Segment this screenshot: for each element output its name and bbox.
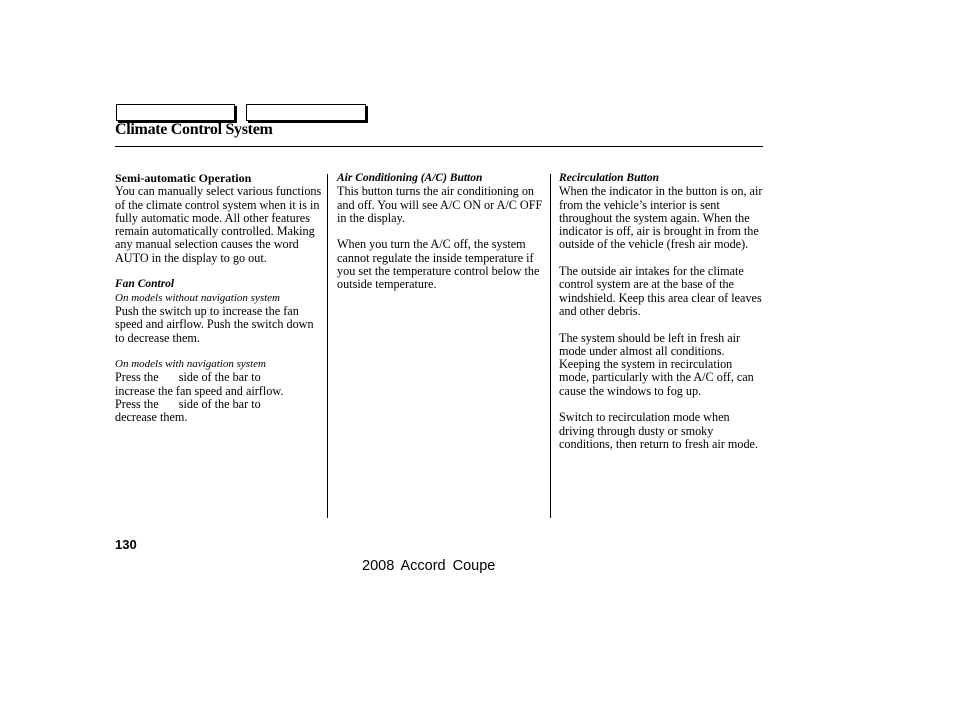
subheading-without-navigation: On models without navigation system (115, 291, 280, 304)
fan-nav-text-1a: Press the (115, 370, 159, 385)
paragraph-recirc-4: Switch to recirculation mode when driving through dusty or smoky conditions, then return to fresh air mode. (559, 410, 759, 451)
fan-nav-line-1 (115, 371, 325, 384)
paragraph-semi-automatic: You can manually select various functions of the climate control system when it is in fully automatic mode. All other features remain automatically controlled. Making any manual selection causes the word AUTO in the display to go out. (115, 184, 322, 265)
header-rule (115, 146, 763, 147)
nav-tab-index[interactable] (246, 104, 366, 121)
subheading-with-navigation: On models with navigation system (115, 358, 266, 371)
paragraph-recirc-3: The system should be left in fresh air mode under almost all conditions. Keeping the system in recirculation mode, particularly with the A/C off, can cause the windows to fog up. (559, 330, 754, 398)
page-number: 130 (115, 537, 137, 552)
footer-model: 2008 Accord Coupe (362, 558, 496, 574)
paragraph-fan-without-nav: Push the switch up to increase the fan speed and airflow. Push the switch down to decrease them. (115, 303, 314, 345)
paragraph-ac-1: This button turns the air conditioning on and off. You will see A/C ON or A/C OFF in the display. (337, 184, 543, 225)
paragraph-recirc-1: When the indicator in the button is on, air from the vehicle’s interior is sent throughout the system again. When the indicator is off, air is brought in from the outside of the vehicle (fresh air mode). (559, 184, 763, 252)
fan-nav-line-3 (115, 398, 325, 411)
paragraph-ac-2: When you turn the A/C off, the system cannot regulate the inside temperature if you set the temperature control below the outside temperature. (337, 237, 540, 292)
column-divider-1 (327, 174, 328, 518)
column-divider-2 (550, 174, 551, 518)
column-air-conditioning (337, 172, 543, 292)
fan-nav-text-3a: Press the (115, 397, 159, 412)
column-recirculation (559, 172, 763, 451)
section-heading-semi-automatic: Semi-automatic Operation (115, 171, 252, 185)
section-heading-fan-control: Fan Control (115, 278, 175, 291)
nav-tab-contents[interactable] (116, 104, 235, 121)
section-heading-recirculation: Recirculation Button (559, 172, 660, 184)
page-title: Climate Control System (115, 121, 273, 138)
fan-nav-text-3b: side of the bar to (178, 397, 261, 412)
fan-nav-text-1b: side of the bar to (178, 370, 261, 385)
column-semi-automatic (115, 172, 325, 425)
fan-nav-line-2: increase the fan speed and airflow. (115, 383, 284, 398)
paragraph-recirc-2: The outside air intakes for the climate control system are at the base of the windshield. Keep this area clear of leaves and other debris. (559, 264, 762, 318)
fan-nav-line-4: decrease them. (115, 410, 188, 425)
section-heading-ac-button: Air Conditioning (A/C) Button (337, 172, 483, 184)
